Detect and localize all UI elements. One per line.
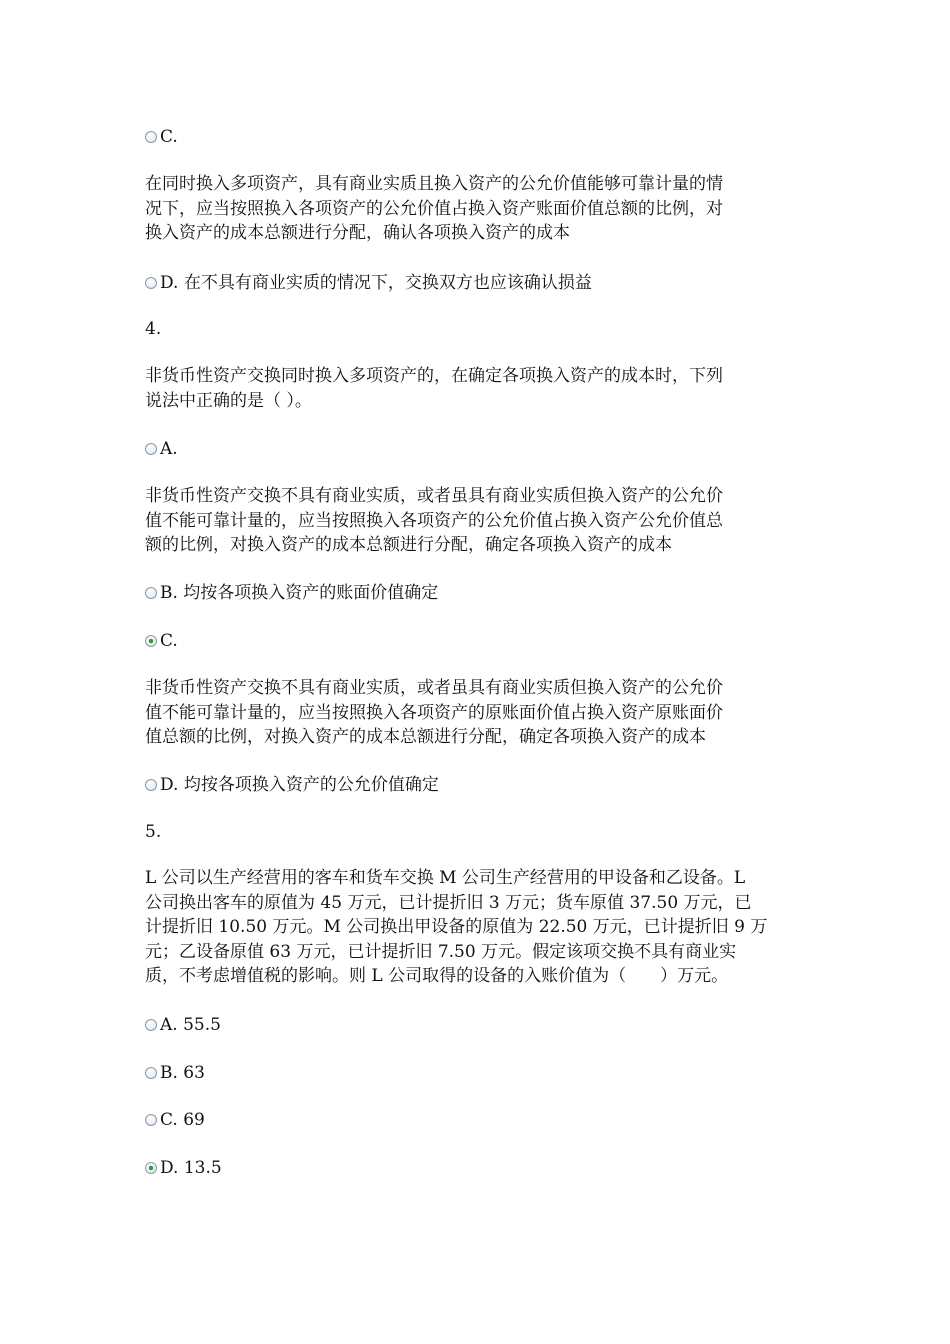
q3-option-d-label: D. 在不具有商业实质的情况下，交换双方也应该确认损益 [160, 273, 592, 293]
q5-stem: L 公司以生产经营用的客车和货车交换 M 公司生产经营用的甲设备和乙设备。L 公司换出客车的原值为 45 万元，已计提折旧 3 万元；货车原值 37.50 万元，已 计提折旧 10.50 万元。M 公司换出甲设备的原值为 22.50 万元，已计提折旧 9 万 元；乙设备原值 63 万元，已计提折旧 7.50 万元。假定该项交换不具有商业实 质，不考虑增值税的影响。则 L 公司取得的设备的入账价值为（ ）万元。 [145, 868, 768, 986]
radio-icon[interactable] [145, 779, 157, 791]
q5-option-c-label: C. 69 [160, 1110, 205, 1130]
radio-icon[interactable] [145, 277, 157, 289]
q4-stem: 非货币性资产交换同时换入多项资产的，在确定各项换入资产的成本时，下列 说法中正确的是（ ）。 [145, 366, 723, 411]
radio-icon[interactable] [145, 1019, 157, 1031]
radio-checked-icon[interactable] [145, 1162, 157, 1174]
radio-icon[interactable] [145, 1114, 157, 1126]
q4-option-b[interactable] [145, 581, 438, 605]
q4-option-c[interactable] [145, 629, 178, 653]
q5-option-d[interactable] [145, 1156, 222, 1180]
q4-option-c-text: 非货币性资产交换不具有商业实质，或者虽具有商业实质但换入资产的公允价 值不能可靠计量的，应当按照换入各项资产的原账面价值占换入资产原账面价 值总额的比例，对换入资产的成本总额进行分配，确定各项换入资产的成本 [145, 678, 723, 747]
q3-option-d[interactable] [145, 271, 592, 295]
q5-option-b-label: B. 63 [160, 1063, 205, 1083]
q4-option-d-label: D. 均按各项换入资产的公允价值确定 [160, 775, 439, 795]
radio-icon[interactable] [145, 131, 157, 143]
q3-option-c[interactable] [145, 125, 178, 149]
radio-icon[interactable] [145, 443, 157, 455]
q5-number: 5. [145, 822, 162, 842]
q4-option-b-label: B. 均按各项换入资产的账面价值确定 [160, 583, 439, 603]
q3-option-c-text: 在同时换入多项资产，具有商业实质且换入资产的公允价值能够可靠计量的情 况下，应当按照换入各项资产的公允价值占换入资产账面价值总额的比例，对 换入资产的成本总额进行分配，确认各项换入资产的成本 [145, 174, 723, 243]
radio-icon[interactable] [145, 587, 157, 599]
radio-checked-icon[interactable] [145, 635, 157, 647]
q5-option-a[interactable] [145, 1013, 221, 1037]
q5-option-d-label: D. 13.5 [160, 1158, 222, 1178]
q5-option-a-label: A. 55.5 [160, 1015, 221, 1035]
q3-option-c-label: C. [160, 127, 178, 147]
q4-option-a-label: A. [160, 439, 178, 459]
q4-option-a-text: 非货币性资产交换不具有商业实质，或者虽具有商业实质但换入资产的公允价 值不能可靠计量的，应当按照换入各项资产的公允价值占换入资产公允价值总 额的比例，对换入资产的成本总额进行分配，确定各项换入资产的成本 [145, 486, 723, 555]
q5-option-b[interactable] [145, 1061, 205, 1085]
q4-option-d[interactable] [145, 773, 439, 797]
q4-option-c-label: C. [160, 631, 178, 651]
q4-number: 4. [145, 319, 162, 339]
q4-option-a[interactable] [145, 437, 178, 461]
q5-option-c[interactable] [145, 1108, 205, 1132]
radio-icon[interactable] [145, 1067, 157, 1079]
